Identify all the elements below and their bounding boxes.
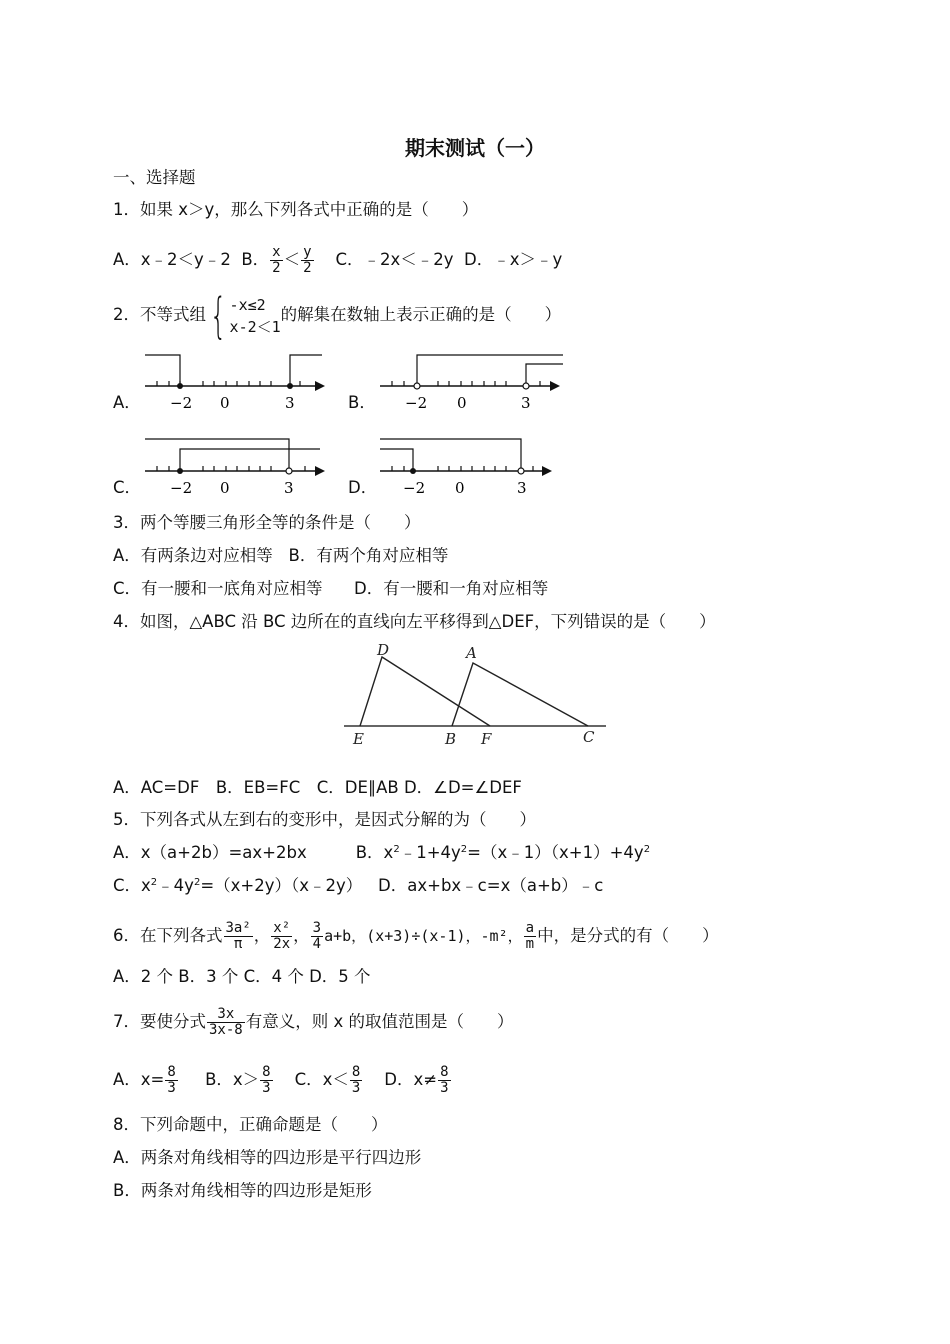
q2-label-c: C． — [113, 478, 142, 497]
q8-stem: 8．下列命题中，正确命题是（ ） — [113, 1115, 388, 1134]
tick-label: 3 — [284, 479, 294, 497]
q6-stem-post: 中，是分式的有（ ） — [537, 926, 719, 945]
q3-stem: 3．两个等腰三角形全等的条件是（ ） — [113, 513, 421, 532]
q1-stem: 1．如果 x＞y，那么下列各式中正确的是（ ） — [113, 200, 479, 219]
q7-option-b: B．x＞ — [205, 1070, 260, 1089]
q2-system — [230, 294, 281, 338]
tick-label: 3 — [517, 479, 527, 497]
q7-fraction: $\frac{3x}{3x-8}$ — [209, 1006, 243, 1038]
q1-fraction-2: $\frac{y}{2}$ — [303, 244, 312, 276]
page-title: 期末测试（一） — [405, 136, 545, 160]
tick-label: −2 — [170, 479, 193, 497]
q5-options-row1 — [113, 843, 650, 863]
point-label-a: A — [466, 644, 477, 662]
q6-expr-1: $\frac{\text{3a²}}{\pi}$ — [225, 920, 251, 952]
q3-option-d: D．有一腰和一角对应相等 — [354, 579, 549, 598]
tick-label: 0 — [457, 394, 467, 412]
q7-stem-post: 有意义，则 x 的取值范围是（ ） — [245, 1012, 514, 1031]
point-label-b: B — [445, 730, 457, 748]
q4-stem: 4．如图，△ABC 沿 BC 边所在的直线向左平移得到△DEF，下列错误的是（ ） — [113, 612, 716, 631]
q3-option-c: C．有一腰和一底角对应相等 — [113, 579, 323, 598]
q6-expr-5: -m²， — [480, 927, 523, 945]
tick-label: 0 — [455, 479, 465, 497]
q2-label-b: B． — [348, 393, 376, 412]
q1-option-d: D．﹣x＞﹣y — [464, 250, 563, 269]
tick-label: −2 — [403, 479, 426, 497]
q2-label-a: A． — [113, 393, 141, 412]
q7-stem-pre: 7．要使分式 — [113, 1012, 206, 1031]
tick-label: −2 — [405, 394, 428, 412]
q1-option-a: A．x﹣2＜y﹣2 — [113, 250, 231, 269]
q7-option-c: C．x＜ — [294, 1070, 349, 1089]
q5-stem: 5．下列各式从左到右的变形中，是因式分解的为（ ） — [113, 810, 536, 829]
q1-fraction-1: $\frac{x}{2}$ — [272, 244, 281, 276]
q3-options-row2 — [113, 579, 548, 599]
q7-fraction-a: $\frac{8}{3}$ — [167, 1064, 176, 1096]
q7-option-a: A．x= — [113, 1070, 165, 1089]
solid-dot — [410, 468, 416, 474]
q8-option-a: A．两条对角线相等的四边形是平行四边形 — [113, 1148, 422, 1167]
q8-option-b: B．两条对角线相等的四边形是矩形 — [113, 1181, 372, 1200]
q3-option-a: A．有两条边对应相等 — [113, 546, 273, 565]
q2-inequality-1: -x≤2 — [229, 295, 266, 314]
q6-expr-3-tail: a+b， — [324, 927, 367, 945]
q5-options-row2 — [113, 876, 603, 896]
q5-option-b: B．$x^2﹣1+4y^2=(x﹣1)(x+1)+4y^2$ — [355, 843, 651, 862]
hollow-dot — [414, 383, 420, 389]
tick-label: −2 — [170, 394, 193, 412]
q4-options: A．AC=DF B．EB=FC C．DE∥AB D．∠D=∠DEF — [113, 778, 522, 797]
number-line-d — [375, 435, 565, 497]
hollow-dot — [523, 383, 529, 389]
q1-options — [113, 245, 562, 276]
q6-expr-6: $\frac{a}{m}$ — [525, 920, 535, 952]
point-label-c: C — [583, 728, 595, 746]
solid-dot — [287, 383, 293, 389]
q5-option-d: D．ax+bx﹣c=x（a+b）﹣c — [378, 876, 604, 895]
q6-options: A．2 个 B．3 个 C．4 个 D．5 个 — [113, 967, 371, 986]
q1-option-b-label: B． — [241, 250, 270, 269]
q7-fraction-c: $\frac{8}{3}$ — [351, 1064, 361, 1096]
q2-stem-post: 的解集在数轴上表示正确的是（ ） — [280, 305, 562, 324]
q1-option-c: C．﹣2x＜﹣2y — [335, 250, 454, 269]
number-line-a — [140, 350, 330, 412]
q5-option-a: A．x（a+2b）=ax+2bx — [113, 843, 307, 862]
number-line-b — [375, 350, 570, 412]
solid-dot — [177, 383, 183, 389]
q2-inequality-2: x-2＜1 — [229, 317, 281, 336]
point-label-e: E — [353, 730, 364, 748]
q7-options — [113, 1060, 452, 1100]
point-label-f: F — [481, 730, 492, 748]
q6-stem: 6．在下列各式 $\frac{\text{3a²}}{\pi}$ ， $\frac{\text{x²}}{2x}$ ， $\frac{3}{4}$ a+b，(x+3)÷(x-1)，-m²， $\frac{a}{m}$ 中，是分式的有（ ） — [113, 920, 719, 952]
q1-b-operator: ＜ — [283, 250, 301, 269]
q2-stem-pre: 2．不等式组 — [113, 305, 206, 324]
q4-triangle-diagram — [340, 640, 610, 750]
q7-option-d: D．x≠ — [384, 1070, 438, 1089]
hollow-dot — [518, 468, 524, 474]
tick-label: 0 — [220, 394, 230, 412]
q7-fraction-b: $\frac{8}{3}$ — [262, 1064, 271, 1096]
q3-option-b: B．有两个角对应相等 — [288, 546, 449, 565]
q6-expr-4: (x+3)÷(x-1)， — [366, 927, 481, 945]
q7-fraction-d: $\frac{8}{3}$ — [440, 1064, 449, 1096]
q2-brace: { — [209, 287, 227, 344]
section-heading: 一、选择题 — [113, 168, 196, 187]
q5-option-c: C．$x^2﹣4y^2=(x+2y)(x﹣2y)$ — [113, 876, 363, 895]
q2-stem — [113, 287, 562, 344]
hollow-dot — [286, 468, 292, 474]
q6-expr-3: $\frac{3}{4}$ — [312, 920, 322, 952]
point-label-d: D — [377, 641, 390, 659]
tick-label: 3 — [285, 394, 295, 412]
q3-options-row1 — [113, 546, 448, 566]
tick-label: 0 — [220, 479, 230, 497]
q2-label-d: D． — [348, 478, 378, 497]
q6-stem-pre: 6．在下列各式 — [113, 926, 223, 945]
q6-expr-2: $\frac{\text{x²}}{2x}$ — [273, 920, 291, 952]
solid-dot — [177, 468, 183, 474]
q7-stem — [113, 1003, 513, 1041]
number-line-c — [140, 435, 330, 497]
tick-label: 3 — [521, 394, 531, 412]
